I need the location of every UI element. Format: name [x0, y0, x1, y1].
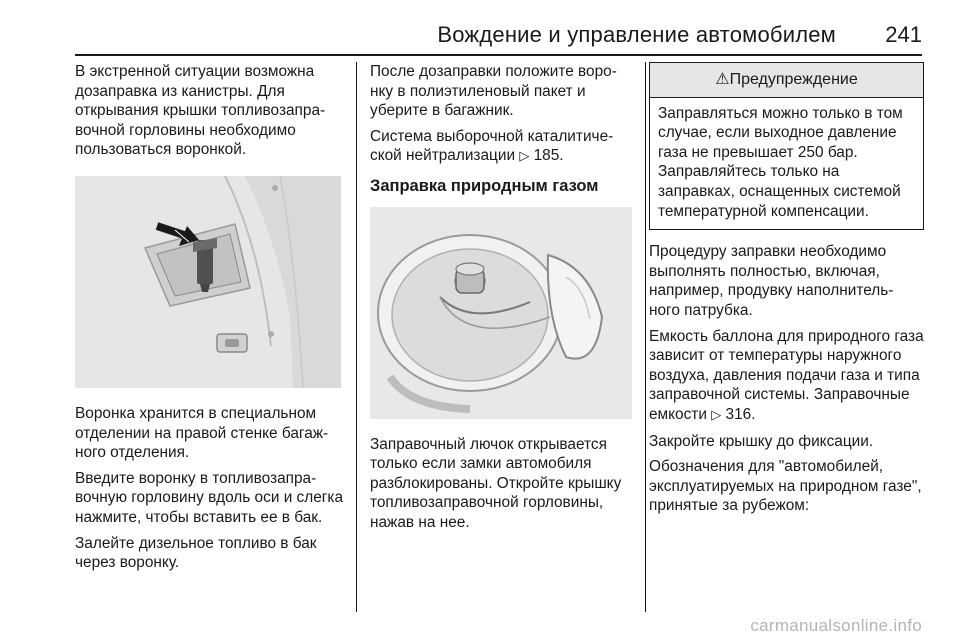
page-title: Вождение и управление автомобилем [437, 22, 836, 47]
paragraph-flap-opens: Заправочный лючок открывается только если замки автомобиля разблокированы. Откройте крышку топливозаправочной горловины, нажав на нее. [370, 435, 622, 531]
watermark: carmanualsonline.info [750, 616, 922, 635]
paragraph-funnel-storage: Воронка хранится в специальном отделении на правой стенке багаж-ного отделения. [75, 404, 329, 462]
warning-box [649, 62, 924, 230]
warning-text: Заправляться можно только в том случае, если выходное давление газа не превышает 250 бар. Заправляйтесь только на заправках, оснащенных системой температурной компенсации. [658, 104, 903, 220]
paragraph-scr-system [370, 127, 634, 167]
warning-title: Предупреждение [729, 71, 858, 88]
column-right [649, 62, 924, 522]
paragraph-full-procedure: Процедуру заправки необходимо выполнять полностью, включая, например, продувку наполнитель-ного патрубка. [649, 243, 894, 319]
paragraph-after-refuel: После дозаправки положите воро-нку в полиэтиленовый пакет и уберите в багажник. [370, 63, 617, 120]
fuel-flap-photo [370, 207, 632, 419]
paragraph-tank-capacity [649, 327, 924, 426]
column-divider-right [645, 62, 646, 612]
paragraph-foreign-designations: Обозначения для "автомобилей, эксплуатируемых на природном газе", принятые за рубежом: [649, 458, 922, 515]
section-heading-cng: Заправка природным газом [370, 176, 599, 195]
funnel-storage-photo [75, 176, 341, 388]
capacity-page-ref: 316. [725, 405, 756, 423]
paragraph-insert-funnel: Введите воронку в топливозапра-вочную горловину вдоль оси и слегка нажмите, чтобы вставить ее в бак. [75, 469, 344, 526]
paragraph-pour-diesel: Залейте дизельное топливо в бак через воронку. [75, 534, 317, 572]
page-header [75, 14, 922, 56]
column-left [75, 62, 350, 579]
paragraph-close-cap: Закройте крышку до фиксации. [649, 432, 874, 450]
scr-page-ref: 185. [533, 147, 564, 165]
warning-triangle-icon: ⚠ [715, 69, 730, 88]
column-middle [370, 62, 634, 539]
column-divider-left [356, 62, 357, 612]
paragraph-emergency-refuel: В экстренной ситуации возможна дозаправка из канистры. Для открывания крышки топливозапра-вочной горловины необходимо пользоваться воронкой. [75, 63, 326, 159]
page-number: 241 [885, 22, 922, 47]
page-reference-arrow-icon: ▷ [711, 407, 722, 423]
scr-system-text: Система выборочной каталитиче-ской нейтрализации [370, 127, 614, 165]
page-reference-arrow-icon: ▷ [519, 149, 530, 165]
warning-header [650, 63, 923, 98]
tank-capacity-text: Емкость баллона для природного газа зависит от температуры наружного воздуха, давления подачи газа и типа заправочной системы. Заправочные емкости [649, 327, 924, 423]
